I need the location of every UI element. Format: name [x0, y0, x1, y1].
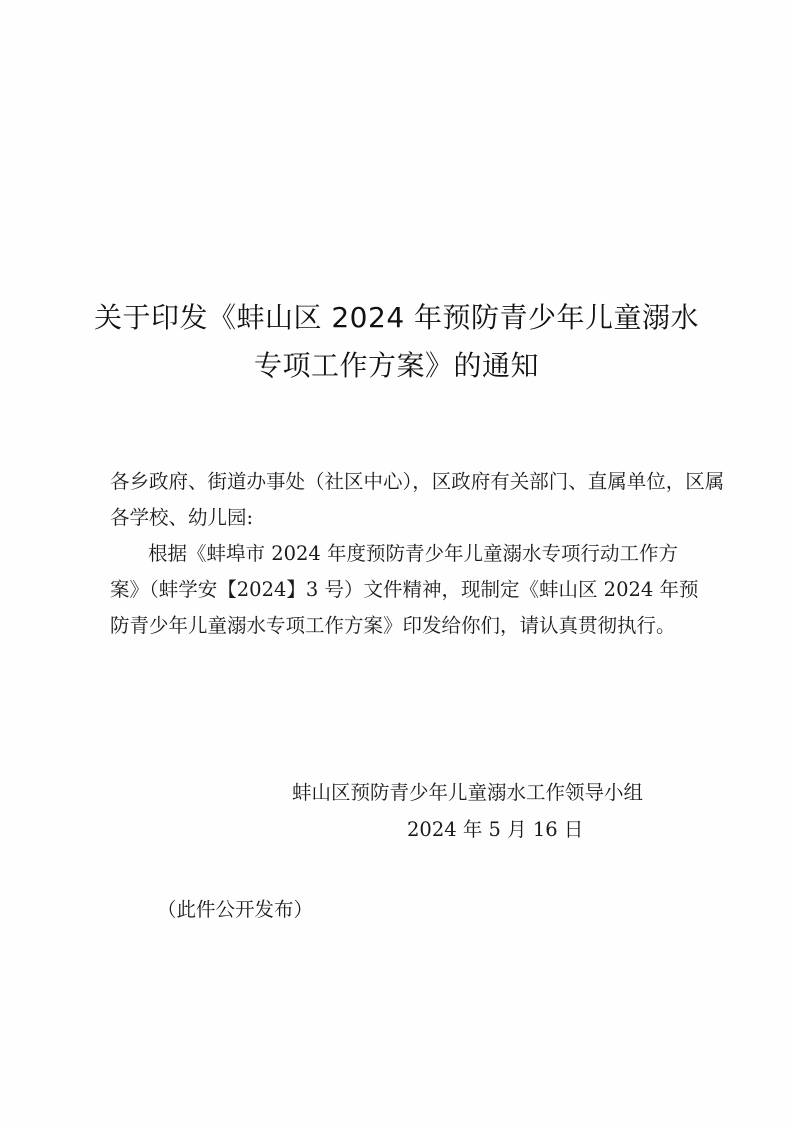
body-line-2: 案》（蚌学安【2024】3 号）文件精神，现制定《蚌山区 2024 年预: [110, 578, 699, 601]
publication-note: （此件公开发布）: [157, 898, 314, 921]
signature-organization: 蚌山区预防青少年儿童溺水工作领导小组: [292, 781, 644, 804]
addressee-line-1: 各乡政府、街道办事处（社区中心），区政府有关部门、直属单位，区属: [110, 470, 725, 493]
document-title-line-2: 专项工作方案》的通知: [253, 349, 539, 382]
document-title-line-1: 关于印发《蚌山区 2024 年预防青少年儿童溺水: [93, 301, 700, 334]
body-line-1: 根据《蚌埠市 2024 年度预防青少年儿童溺水专项行动工作方: [148, 542, 679, 565]
body-paragraph: [110, 536, 700, 644]
addressee-line-2: 各学校、幼儿园:: [110, 506, 254, 529]
body-line-3: 防青少年儿童溺水专项工作方案》印发给你们，请认真贯彻执行。: [110, 614, 676, 637]
addressee-block: [110, 464, 725, 536]
signature-date: 2024 年 5 月 16 日: [407, 818, 584, 841]
